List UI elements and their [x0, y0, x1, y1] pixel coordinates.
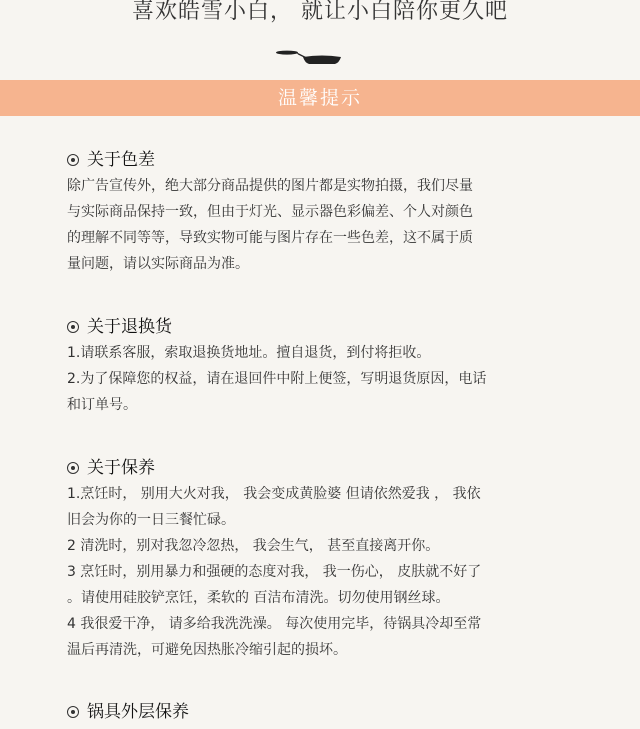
bullet-circle-icon: [67, 154, 79, 166]
frying-pan-icon: [276, 48, 342, 68]
section-line: 旧会为你的一日三餐忙碌。: [67, 512, 235, 528]
section-color-difference: [67, 147, 567, 277]
section-title-text: 关于保养: [87, 458, 155, 478]
bullet-circle-icon: [67, 321, 79, 333]
section-returns: [67, 314, 567, 418]
section-title: [67, 147, 567, 173]
section-line: 2.为了保障您的权益，请在退回件中附上便签，写明退货原因，电话: [67, 371, 487, 387]
section-title: [67, 314, 567, 340]
section-line: 量问题，请以实际商品为准。: [67, 256, 249, 272]
section-title: [67, 699, 567, 725]
section-title-text: 关于色差: [87, 150, 155, 170]
section-line: 2 清洗时，别对我忽冷忽热， 我会生气， 甚至直接离开你。: [67, 538, 440, 554]
section-outer-care: [67, 699, 567, 725]
section-maintenance: [67, 455, 567, 663]
section-line: 和订单号。: [67, 397, 137, 413]
section-title: [67, 455, 567, 481]
section-line: 除广告宣传外，绝大部分商品提供的图片都是实物拍摄，我们尽量: [67, 178, 473, 194]
section-line: 。请使用硅胶铲烹饪，柔软的 百洁布清洗。切勿使用钢丝球。: [67, 590, 450, 606]
section-line: 温后再清洗，可避免因热胀冷缩引起的损坏。: [67, 642, 347, 658]
bullet-circle-icon: [67, 706, 79, 718]
section-title-text: 锅具外层保养: [87, 702, 189, 722]
section-line: 的理解不同等等，导致实物可能与图片存在一些色差，这不属于质: [67, 230, 473, 246]
section-line: 1.烹饪时， 别用大火对我， 我会变成黄脸婆 但请依然爱我 ， 我依: [67, 486, 481, 502]
section-line: 与实际商品保持一致，但由于灯光、显示器色彩偏差、个人对颜色: [67, 204, 473, 220]
section-line: 4 我很爱干净， 请多给我洗洗澡。 每次使用完毕，待锅具冷却至常: [67, 616, 482, 632]
section-title-text: 关于退换货: [87, 317, 172, 337]
section-line: 3 烹饪时，别用暴力和强硬的态度对我， 我一伤心， 皮肤就不好了: [67, 564, 482, 580]
banner-title: 温馨提示: [0, 80, 640, 116]
slogan: 喜欢皓雪小白， 就让小白陪你更久吧: [132, 0, 508, 24]
bullet-circle-icon: [67, 462, 79, 474]
section-line: 1.请联系客服，索取退换货地址。擅自退货，到付将拒收。: [67, 345, 431, 361]
